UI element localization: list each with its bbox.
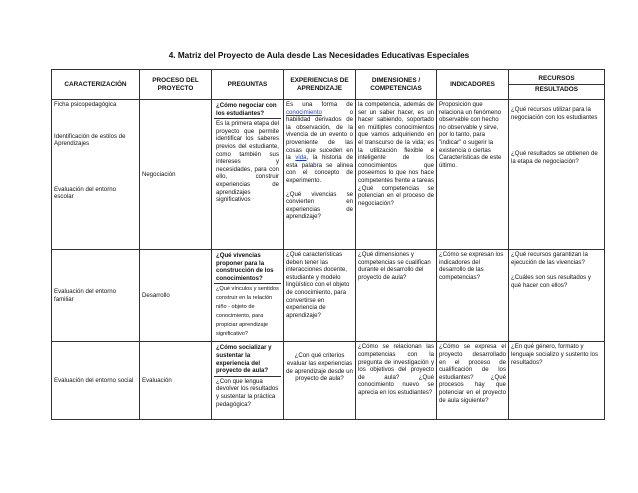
row2-question-main: ¿Qué vivencias proponer para la construcción de los conocimientos? bbox=[214, 251, 281, 284]
row1-recursos: ¿Qué recursos utilizar para la negociación con los estudiantes bbox=[511, 106, 598, 121]
project-matrix-table bbox=[51, 69, 605, 420]
header-proceso: PROCESO DEL PROYECTO bbox=[140, 70, 212, 100]
row2-preguntas bbox=[212, 250, 284, 342]
row2-dimensiones: ¿Qué dimensiones y competencias se cualifican durante el desarrollo del proyecto de aula? bbox=[356, 250, 437, 342]
page-title: 4. Matriz del Proyecto de Aula desde Las Necesidades Educativas Especiales bbox=[168, 51, 470, 60]
row3-caracterizacion: Evaluación del entorno social bbox=[52, 342, 140, 420]
header-recursos-resultados bbox=[509, 70, 605, 100]
row-negociacion bbox=[52, 100, 605, 250]
row1-exp-text-c: , la historia de esta palabra se alinea con el concepto de experimento. bbox=[286, 154, 354, 184]
row1-question-desc: Es la primera etapa del proyecto que permite identificar los saberes previos del estudiante, como también sus intereses y necesidades, para con ello, construir experiencias de aprendizajes significativos bbox=[216, 120, 279, 204]
row1-car-entorno-escolar: Evaluación del entorno escolar bbox=[54, 185, 116, 201]
row1-dimensiones bbox=[356, 100, 437, 250]
row1-recursos-resultados bbox=[509, 100, 605, 250]
row1-exp-question: ¿Qué vivencias se convierten en experiencias de aprendizaje? bbox=[286, 190, 353, 221]
row1-car-estilos: Identificación de estilos de Aprendizajes bbox=[54, 132, 126, 148]
header-recursos: RECURSOS bbox=[509, 74, 604, 85]
row2-caracterizacion: Evaluación del entorno familiar bbox=[52, 250, 140, 342]
row1-proceso: Negociación bbox=[140, 100, 212, 250]
row3-proceso: Evaluación bbox=[140, 342, 212, 420]
row2-indicadores: ¿Cómo se expresan los indicadores del desarrollo de las competencias? bbox=[437, 250, 509, 342]
conocimiento-link[interactable]: conocimiento bbox=[286, 108, 322, 116]
row1-dim-question: ¿Qué competencias se potencian en el proceso de negociación? bbox=[358, 184, 434, 207]
row1-experiencias bbox=[284, 100, 356, 250]
row-desarrollo bbox=[52, 250, 605, 342]
header-dimensiones: DIMENSIONES / COMPETENCIAS bbox=[356, 70, 437, 100]
header-indicadores: INDICADORES bbox=[437, 70, 509, 100]
row3-experiencias: ¿Con qué criterios evaluar las experiencias de aprendizaje desde un proyecto de aula? bbox=[284, 342, 356, 420]
row2-proceso: Desarrollo bbox=[140, 250, 212, 342]
row2-recursos-resultados bbox=[509, 250, 605, 342]
row2-recursos: ¿Qué recursos garantizan la ejecución de las vivencias? bbox=[511, 251, 588, 266]
header-resultados: RESULTADOS bbox=[534, 86, 579, 93]
row3-indicadores: ¿Cómo se expresa el proyecto desarrollado en el proceso de cualificación de los estudiantes? ¿Qué procesos hay que potenciar en el proyecto de aula siguiente? bbox=[437, 342, 509, 420]
row2-question-desc: ¿Qué vínculos y sentidos construir en la relación niño - objeto de conocimiento, para propiciar aprendizaje significativo? bbox=[216, 286, 279, 338]
row1-question-main: ¿Cómo negociar con los estudiantes? bbox=[214, 101, 281, 119]
row3-question-main: ¿Cómo socializar y sustentar la experiencia del proyecto de aula? bbox=[214, 343, 281, 376]
row1-resultados: ¿Qué resultados se obtienen de la etapa de negociación? bbox=[511, 150, 598, 165]
header-experiencias: EXPERIENCIAS DE APRENDIZAJE bbox=[284, 70, 356, 100]
row1-exp-text-b: o habilidad derivados de la observación, de la vivencia de un evento o proveniente de las cosas que suceden en la bbox=[286, 108, 353, 162]
row3-question-desc: ¿Con que lengua devolver los resultados y sustentar la práctica pedagógica? bbox=[216, 377, 279, 408]
row-evaluacion bbox=[52, 342, 605, 420]
row2-resultados: ¿Cuáles son sus resultados y qué hacer con ellos? bbox=[511, 274, 591, 289]
header-row bbox=[52, 70, 605, 100]
header-preguntas: PREGUNTAS bbox=[212, 70, 284, 100]
row1-dim-text: la competencia, además de ser un saber hacer, es un hacer sabiendo, soportado en múltiples conocimientos que vamos adquiriendo en el transcurso de la vida; es la utilización flexible e inteligente de los conocimientos que poseemos lo que nos hace competentes frente a tareas bbox=[358, 101, 434, 184]
row3-preguntas bbox=[212, 342, 284, 420]
row3-recursos: ¿En qué género, formato y lenguaje socializo y sustento los resultados? bbox=[509, 342, 605, 420]
header-caracterizacion: CARACTERIZACIÓN bbox=[52, 70, 140, 100]
row1-preguntas bbox=[212, 100, 284, 250]
row1-indicadores: Proposición que relaciona un fenómeno observable con hecho no observable y sirve, por lo tanto, para "indicar" o sugerir la existencia o ciertas Características de este último. bbox=[437, 100, 509, 250]
row1-caracterizacion bbox=[52, 100, 140, 250]
vida-link[interactable]: vida bbox=[295, 154, 307, 162]
row1-car-ficha: Ficha psicopedagógica bbox=[54, 101, 117, 108]
row3-dimensiones: ¿Cómo se relacionan las competencias con la pregunta de investigación y los objetivos del proyecto de aula? ¿Qué conocimiento nuevo se aprecia en los estudiantes? bbox=[356, 342, 437, 420]
row1-exp-text-a: Es una forma de bbox=[286, 101, 353, 108]
row2-experiencias: ¿Qué características deben tener las interacciones docente, estudiante y modelo lingüístico con el objeto de conocimiento, para convertirse en experiencia de aprendizaje? bbox=[284, 250, 356, 342]
